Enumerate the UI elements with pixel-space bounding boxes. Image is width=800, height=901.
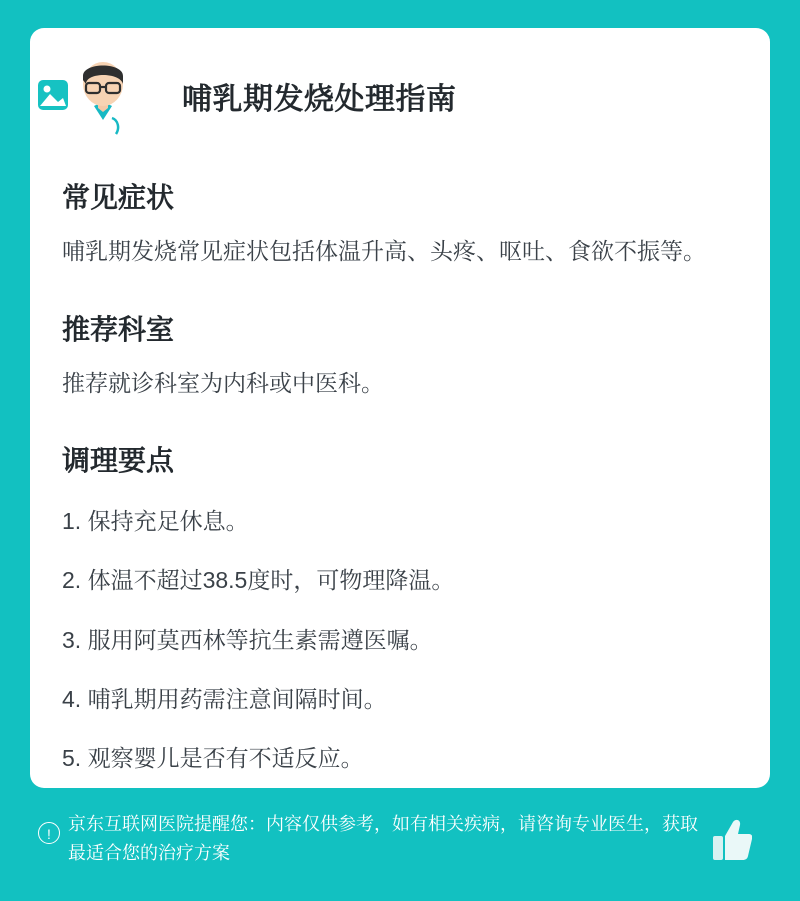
section-heading-tips: 调理要点 <box>62 445 175 477</box>
page-title: 哺乳期发烧处理指南 <box>182 83 457 116</box>
section-heading-department: 推荐科室 <box>62 313 175 345</box>
section-text-symptoms: 哺乳期发烧常见症状包括体温升高、头疼、呕吐、食欲不振等。 <box>62 238 706 264</box>
list-item: 5. 观察婴儿是否有不适反应。 <box>62 745 364 772</box>
section-heading-symptoms: 常见症状 <box>62 182 175 213</box>
doctor-avatar-icon <box>38 58 158 146</box>
section-text-department: 推荐就诊科室为内科或中医科。 <box>62 369 384 396</box>
list-item: 1. 保持充足休息。 <box>62 508 249 535</box>
content-card <box>30 28 770 788</box>
tips-list <box>62 505 738 774</box>
footer-disclaimer <box>30 800 770 880</box>
thumbs-up-icon[interactable] <box>712 818 752 862</box>
list-item: 2. 体温不超过38.5度时，可物理降温。 <box>62 567 455 594</box>
list-item: 3. 服用阿莫西林等抗生素需遵医嘱。 <box>62 626 433 653</box>
info-icon: ! <box>38 822 60 844</box>
list-item: 4. 哺乳期用药需注意间隔时间。 <box>62 685 387 712</box>
footer-disclaimer-text: 京东互联网医院提醒您：内容仅供参考，如有相关疾病，请咨询专业医生，获取最适合您的治疗方案 <box>68 814 698 863</box>
